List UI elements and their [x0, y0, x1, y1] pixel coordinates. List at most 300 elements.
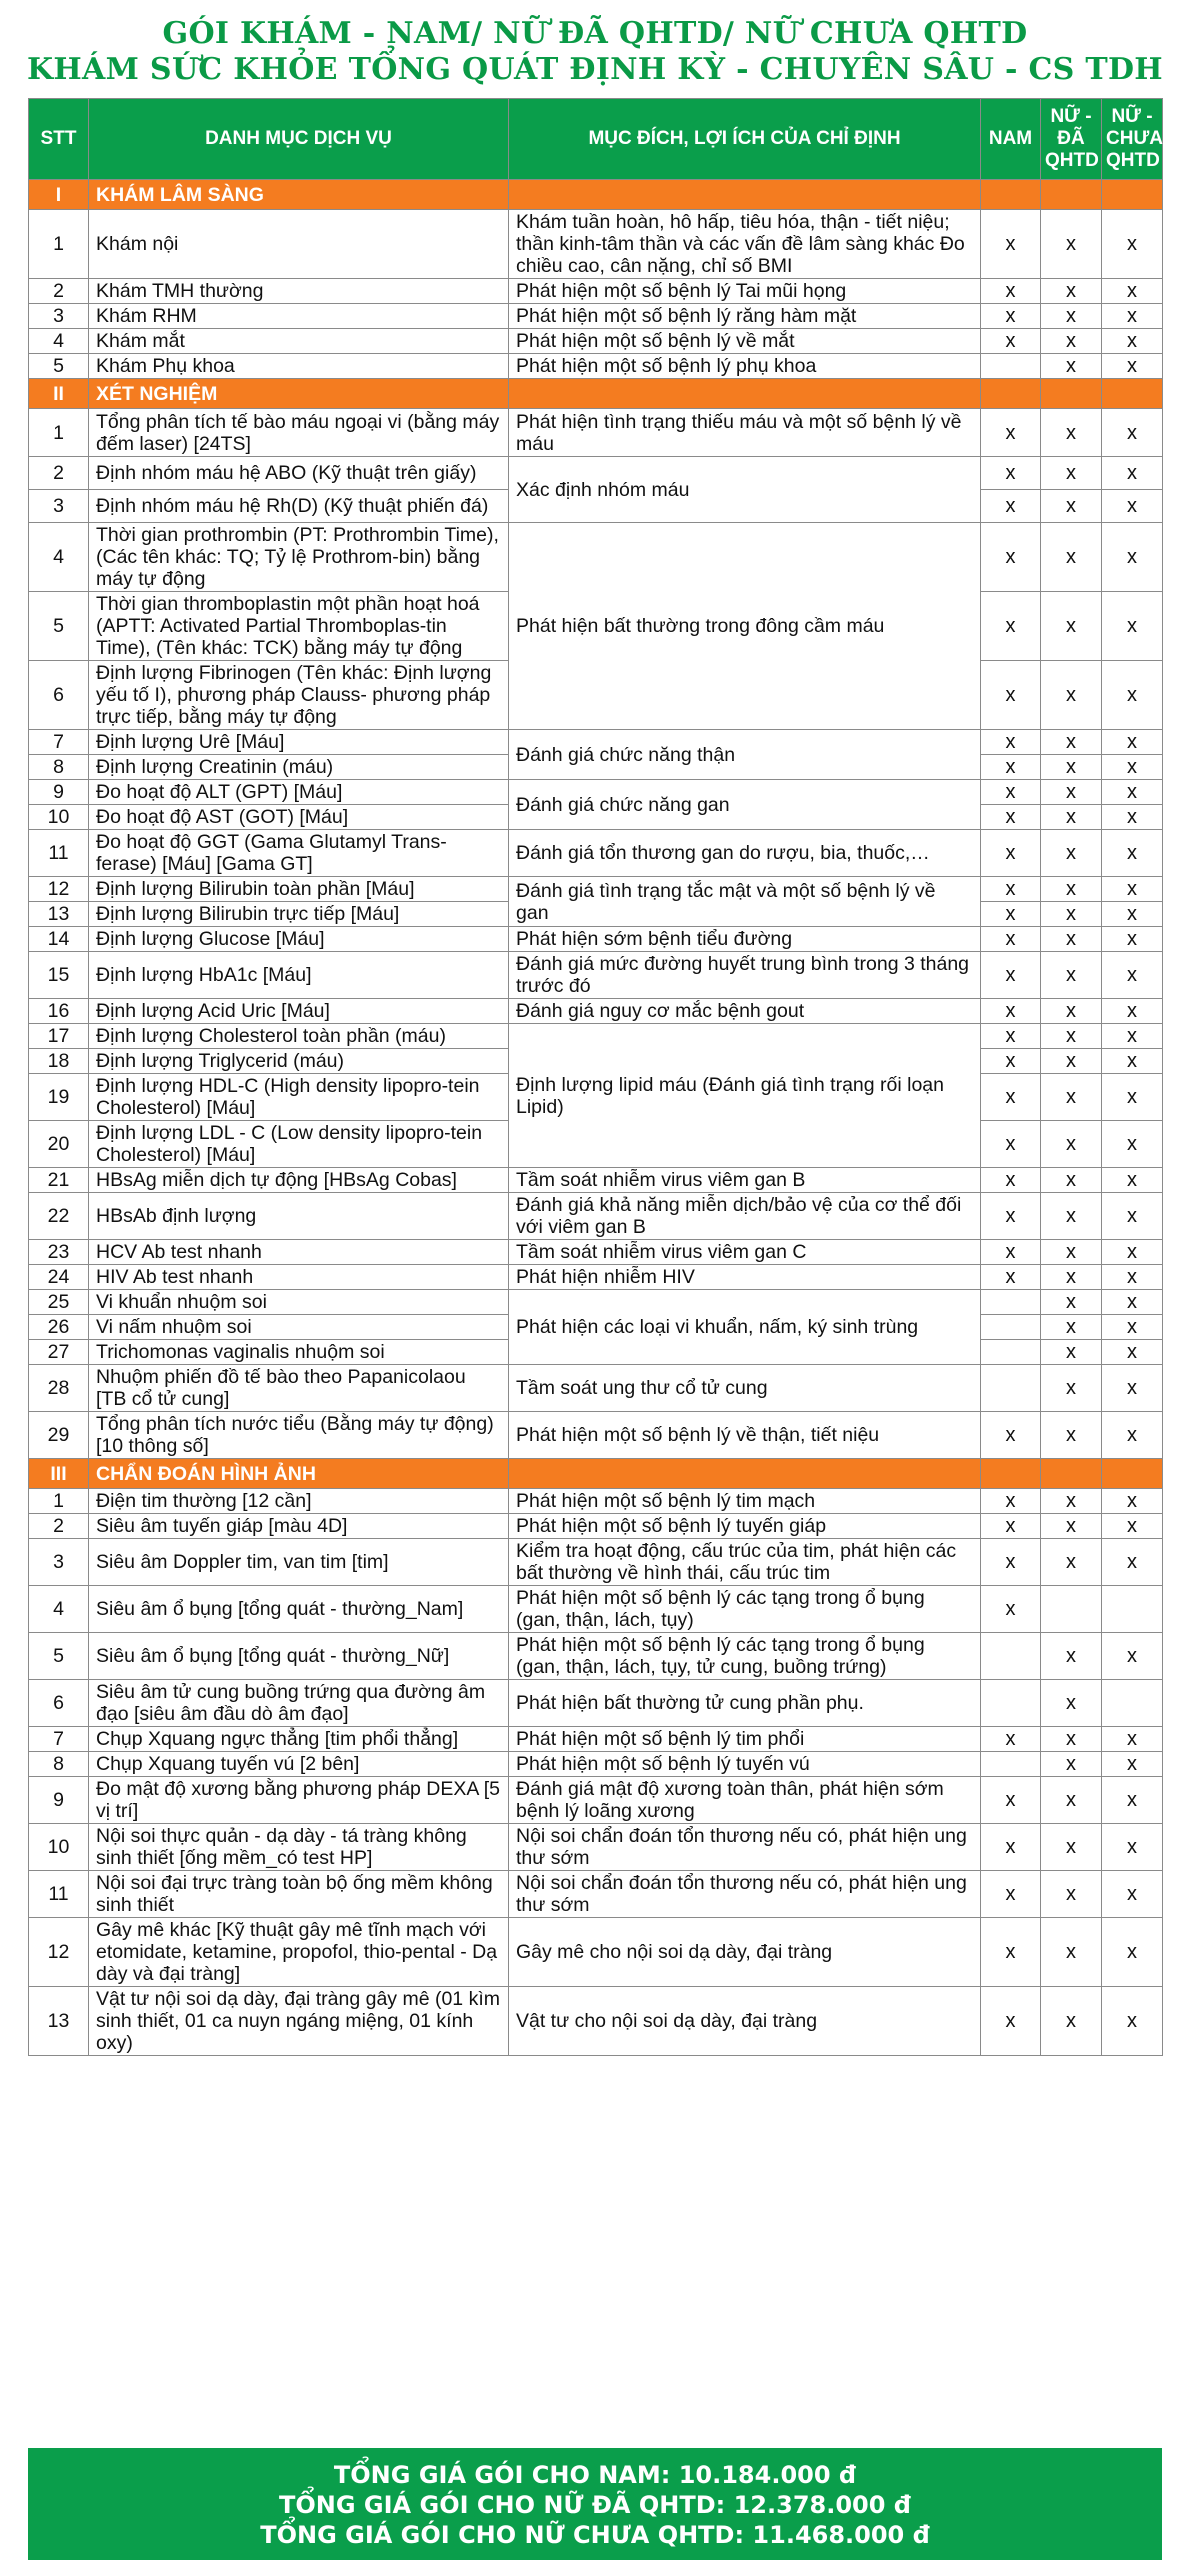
- mark-nam: [981, 354, 1041, 379]
- service-name: Đo hoạt độ AST (GOT) [Máu]: [89, 805, 509, 830]
- mark-nu-da-qhtd: x: [1041, 1315, 1102, 1340]
- mark-nam: x: [981, 1193, 1041, 1240]
- table-row: [29, 1240, 1163, 1265]
- mark-nu-chua-qhtd: x: [1102, 1121, 1163, 1168]
- mark-nu-da-qhtd: x: [1041, 1987, 1102, 2056]
- mark-nu-chua-qhtd: x: [1102, 830, 1163, 877]
- mark-nu-chua-qhtd: [1102, 1680, 1163, 1727]
- row-stt: 10: [29, 805, 89, 830]
- total-nu-da-qhtd: TỔNG GIÁ GÓI CHO NỮ ĐÃ QHTD: 12.378.000 đ: [279, 2491, 911, 2519]
- service-purpose: Phát hiện các loại vi khuẩn, nấm, ký sinh trùng: [509, 1290, 981, 1365]
- table-row: [29, 457, 1163, 490]
- mark-nu-chua-qhtd: x: [1102, 523, 1163, 592]
- row-stt: 15: [29, 952, 89, 999]
- mark-nu-da-qhtd: x: [1041, 1633, 1102, 1680]
- price-footer: [28, 2448, 1162, 2560]
- mark-nu-chua-qhtd: x: [1102, 1539, 1163, 1586]
- mark-nu-chua-qhtd: x: [1102, 1412, 1163, 1459]
- service-purpose: Kiểm tra hoạt động, cấu trúc của tim, phát hiện các bất thường về hình thái, cấu trúc tim: [509, 1539, 981, 1586]
- service-purpose: Tầm soát nhiễm virus viêm gan B: [509, 1168, 981, 1193]
- service-name: Định lượng Cholesterol toàn phần (máu): [89, 1024, 509, 1049]
- table-row: [29, 304, 1163, 329]
- mark-nu-da-qhtd: x: [1041, 1365, 1102, 1412]
- table-row: [29, 1539, 1163, 1586]
- mark-nam: x: [981, 523, 1041, 592]
- section-empty-cell: [1041, 379, 1102, 409]
- row-stt: 4: [29, 523, 89, 592]
- service-name: Siêu âm tuyến giáp [màu 4D]: [89, 1514, 509, 1539]
- table-row: [29, 1987, 1163, 2056]
- mark-nam: x: [981, 329, 1041, 354]
- row-stt: 23: [29, 1240, 89, 1265]
- service-name: Định lượng Acid Uric [Máu]: [89, 999, 509, 1024]
- section-empty-cell: [509, 180, 981, 210]
- table-row: [29, 1918, 1163, 1987]
- mark-nu-da-qhtd: x: [1041, 1918, 1102, 1987]
- service-purpose: Phát hiện một số bệnh lý Tai mũi họng: [509, 279, 981, 304]
- mark-nam: [981, 1633, 1041, 1680]
- service-name: Khám RHM: [89, 304, 509, 329]
- service-name: Vi khuẩn nhuộm soi: [89, 1290, 509, 1315]
- service-name: Siêu âm ổ bụng [tổng quát - thường_Nam]: [89, 1586, 509, 1633]
- mark-nu-chua-qhtd: x: [1102, 805, 1163, 830]
- mark-nu-chua-qhtd: x: [1102, 329, 1163, 354]
- service-name: Khám mắt: [89, 329, 509, 354]
- service-purpose: Gây mê cho nội soi dạ dày, đại tràng: [509, 1918, 981, 1987]
- mark-nu-chua-qhtd: x: [1102, 730, 1163, 755]
- mark-nam: [981, 1315, 1041, 1340]
- mark-nam: [981, 1752, 1041, 1777]
- service-name: Vi nấm nhuộm soi: [89, 1315, 509, 1340]
- mark-nu-da-qhtd: x: [1041, 1074, 1102, 1121]
- section-empty-cell: [1102, 1459, 1163, 1489]
- mark-nu-chua-qhtd: x: [1102, 1489, 1163, 1514]
- mark-nu-chua-qhtd: x: [1102, 877, 1163, 902]
- service-name: Định lượng Urê [Máu]: [89, 730, 509, 755]
- mark-nam: x: [981, 1024, 1041, 1049]
- table-row: [29, 1871, 1163, 1918]
- mark-nam: x: [981, 279, 1041, 304]
- row-stt: 22: [29, 1193, 89, 1240]
- mark-nu-chua-qhtd: x: [1102, 661, 1163, 730]
- service-purpose: Phát hiện một số bệnh lý các tạng trong ổ bụng (gan, thận, lách, tụy, tử cung, buồng trứng): [509, 1633, 981, 1680]
- service-name: Định lượng Glucose [Máu]: [89, 927, 509, 952]
- table-row: [29, 1168, 1163, 1193]
- mark-nam: x: [981, 830, 1041, 877]
- service-name: Siêu âm Doppler tim, van tim [tim]: [89, 1539, 509, 1586]
- service-name: Định lượng HbA1c [Máu]: [89, 952, 509, 999]
- row-stt: 25: [29, 1290, 89, 1315]
- service-purpose: Phát hiện một số bệnh lý tuyến giáp: [509, 1514, 981, 1539]
- service-name: Thời gian thromboplastin một phần hoạt hoá (APTT: Activated Partial Thromboplas-tin Time), (Tên khác: TCK) bằng máy tự động: [89, 592, 509, 661]
- section-empty-cell: [1102, 180, 1163, 210]
- mark-nu-chua-qhtd: x: [1102, 304, 1163, 329]
- table-row: [29, 1680, 1163, 1727]
- mark-nam: x: [981, 490, 1041, 523]
- table-row: [29, 329, 1163, 354]
- table-row: [29, 210, 1163, 279]
- row-stt: 28: [29, 1365, 89, 1412]
- mark-nu-chua-qhtd: x: [1102, 780, 1163, 805]
- mark-nu-chua-qhtd: x: [1102, 354, 1163, 379]
- row-stt: 8: [29, 755, 89, 780]
- mark-nu-chua-qhtd: x: [1102, 409, 1163, 457]
- mark-nu-da-qhtd: x: [1041, 1514, 1102, 1539]
- service-name: Định lượng Bilirubin toàn phần [Máu]: [89, 877, 509, 902]
- mark-nam: x: [981, 304, 1041, 329]
- table-row: [29, 1752, 1163, 1777]
- mark-nu-da-qhtd: x: [1041, 1168, 1102, 1193]
- mark-nam: [981, 1680, 1041, 1727]
- table-row: [29, 1412, 1163, 1459]
- section-empty-cell: [1102, 379, 1163, 409]
- mark-nam: x: [981, 1074, 1041, 1121]
- table-row: [29, 1265, 1163, 1290]
- mark-nu-chua-qhtd: x: [1102, 1290, 1163, 1315]
- col-nu-chua-qhtd: NỮ - CHƯA QHTD: [1102, 99, 1163, 180]
- service-name: HBsAg miễn dịch tự động [HBsAg Cobas]: [89, 1168, 509, 1193]
- table-body: [29, 180, 1163, 2056]
- service-name: Định lượng Bilirubin trực tiếp [Máu]: [89, 902, 509, 927]
- mark-nu-da-qhtd: x: [1041, 830, 1102, 877]
- service-purpose: Phát hiện sớm bệnh tiểu đường: [509, 927, 981, 952]
- mark-nu-chua-qhtd: x: [1102, 457, 1163, 490]
- mark-nam: x: [981, 1049, 1041, 1074]
- service-purpose: Phát hiện một số bệnh lý tim phổi: [509, 1727, 981, 1752]
- mark-nu-da-qhtd: x: [1041, 780, 1102, 805]
- service-purpose: Đánh giá tổn thương gan do rượu, bia, thuốc,…: [509, 830, 981, 877]
- row-stt: 29: [29, 1412, 89, 1459]
- col-nu-da-qhtd: NỮ - ĐÃ QHTD: [1041, 99, 1102, 180]
- mark-nu-chua-qhtd: x: [1102, 1265, 1163, 1290]
- service-name: Vật tư nội soi dạ dày, đại tràng gây mê (01 kìm sinh thiết, 01 ca nuyn ngáng miệng, 01 kính oxy): [89, 1987, 509, 2056]
- table-row: [29, 780, 1163, 805]
- mark-nu-chua-qhtd: x: [1102, 592, 1163, 661]
- table-row: [29, 1586, 1163, 1633]
- mark-nu-da-qhtd: x: [1041, 1240, 1102, 1265]
- row-stt: 27: [29, 1340, 89, 1365]
- mark-nam: x: [981, 457, 1041, 490]
- service-purpose: Tầm soát ung thư cổ tử cung: [509, 1365, 981, 1412]
- mark-nam: x: [981, 592, 1041, 661]
- section-empty-cell: [981, 379, 1041, 409]
- col-nam: NAM: [981, 99, 1041, 180]
- mark-nam: x: [981, 1871, 1041, 1918]
- row-stt: 7: [29, 1727, 89, 1752]
- mark-nu-chua-qhtd: x: [1102, 1024, 1163, 1049]
- row-stt: 17: [29, 1024, 89, 1049]
- mark-nu-chua-qhtd: x: [1102, 999, 1163, 1024]
- section-empty-cell: [509, 1459, 981, 1489]
- mark-nu-chua-qhtd: x: [1102, 210, 1163, 279]
- mark-nam: x: [981, 1121, 1041, 1168]
- section-name: XÉT NGHIỆM: [89, 379, 509, 409]
- mark-nam: x: [981, 1489, 1041, 1514]
- service-name: Trichomonas vaginalis nhuộm soi: [89, 1340, 509, 1365]
- mark-nu-da-qhtd: x: [1041, 661, 1102, 730]
- total-nam: TỔNG GIÁ GÓI CHO NAM: 10.184.000 đ: [333, 2461, 857, 2489]
- header: [0, 0, 1190, 98]
- col-stt: STT: [29, 99, 89, 180]
- section-number: III: [29, 1459, 89, 1489]
- row-stt: 5: [29, 354, 89, 379]
- mark-nam: x: [981, 1240, 1041, 1265]
- row-stt: 7: [29, 730, 89, 755]
- service-purpose: Phát hiện một số bệnh lý về thận, tiết niệu: [509, 1412, 981, 1459]
- mark-nam: x: [981, 927, 1041, 952]
- row-stt: 2: [29, 457, 89, 490]
- mark-nam: [981, 1365, 1041, 1412]
- row-stt: 11: [29, 1871, 89, 1918]
- mark-nu-chua-qhtd: x: [1102, 902, 1163, 927]
- row-stt: 3: [29, 1539, 89, 1586]
- service-name: Khám TMH thường: [89, 279, 509, 304]
- service-name: Tổng phân tích nước tiểu (Bằng máy tự động) [10 thông số]: [89, 1412, 509, 1459]
- service-purpose: Phát hiện tình trạng thiếu máu và một số bệnh lý về máu: [509, 409, 981, 457]
- service-purpose: Tầm soát nhiễm virus viêm gan C: [509, 1240, 981, 1265]
- service-name: Đo mật độ xương bằng phương pháp DEXA [5 vị trí]: [89, 1777, 509, 1824]
- service-name: Siêu âm ổ bụng [tổng quát - thường_Nữ]: [89, 1633, 509, 1680]
- table-row: [29, 1777, 1163, 1824]
- row-stt: 1: [29, 409, 89, 457]
- section-number: I: [29, 180, 89, 210]
- mark-nu-da-qhtd: x: [1041, 354, 1102, 379]
- row-stt: 3: [29, 490, 89, 523]
- service-name: Định lượng LDL - C (Low density lipopro-tein Cholesterol) [Máu]: [89, 1121, 509, 1168]
- service-purpose: Đánh giá khả năng miễn dịch/bảo vệ của cơ thể đối với viêm gan B: [509, 1193, 981, 1240]
- table-header: [29, 99, 1163, 180]
- mark-nu-chua-qhtd: x: [1102, 1315, 1163, 1340]
- row-stt: 12: [29, 877, 89, 902]
- mark-nam: x: [981, 1168, 1041, 1193]
- row-stt: 9: [29, 1777, 89, 1824]
- service-purpose: Nội soi chẩn đoán tổn thương nếu có, phát hiện ung thư sớm: [509, 1824, 981, 1871]
- row-stt: 1: [29, 1489, 89, 1514]
- row-stt: 6: [29, 661, 89, 730]
- row-stt: 12: [29, 1918, 89, 1987]
- mark-nam: x: [981, 661, 1041, 730]
- table-row: [29, 927, 1163, 952]
- row-stt: 5: [29, 1633, 89, 1680]
- table-row: [29, 1633, 1163, 1680]
- service-name: Điện tim thường [12 cần]: [89, 1489, 509, 1514]
- mark-nu-da-qhtd: [1041, 1586, 1102, 1633]
- service-purpose: Nội soi chẩn đoán tổn thương nếu có, phát hiện ung thư sớm: [509, 1871, 981, 1918]
- table-row: [29, 1193, 1163, 1240]
- mark-nu-da-qhtd: x: [1041, 1121, 1102, 1168]
- total-nu-chua-qhtd: TỔNG GIÁ GÓI CHO NỮ CHƯA QHTD: 11.468.000 đ: [260, 2521, 930, 2549]
- mark-nam: x: [981, 805, 1041, 830]
- mark-nu-chua-qhtd: x: [1102, 1752, 1163, 1777]
- mark-nam: x: [981, 409, 1041, 457]
- service-name: Khám Phụ khoa: [89, 354, 509, 379]
- mark-nam: x: [981, 1539, 1041, 1586]
- table-row: [29, 279, 1163, 304]
- mark-nu-chua-qhtd: x: [1102, 1514, 1163, 1539]
- mark-nu-chua-qhtd: x: [1102, 927, 1163, 952]
- row-stt: 2: [29, 279, 89, 304]
- section-name: CHẨN ĐOÁN HÌNH ẢNH: [89, 1459, 509, 1489]
- mark-nam: x: [981, 1514, 1041, 1539]
- service-name: Định nhóm máu hệ Rh(D) (Kỹ thuật phiến đá): [89, 490, 509, 523]
- service-name: Khám nội: [89, 210, 509, 279]
- service-purpose: Đánh giá mức đường huyết trung bình trong 3 tháng trước đó: [509, 952, 981, 999]
- table-row: [29, 1290, 1163, 1315]
- table-row: [29, 952, 1163, 999]
- row-stt: 4: [29, 329, 89, 354]
- row-stt: 5: [29, 592, 89, 661]
- service-purpose: Phát hiện bất thường trong đông cầm máu: [509, 523, 981, 730]
- section-name: KHÁM LÂM SÀNG: [89, 180, 509, 210]
- service-name: Gây mê khác [Kỹ thuật gây mê tĩnh mạch với etomidate, ketamine, propofol, thio-pental - Dạ dày và đại tràng]: [89, 1918, 509, 1987]
- service-purpose: Đánh giá chức năng thận: [509, 730, 981, 780]
- service-purpose: Xác định nhóm máu: [509, 457, 981, 523]
- mark-nu-chua-qhtd: x: [1102, 1824, 1163, 1871]
- mark-nu-da-qhtd: x: [1041, 877, 1102, 902]
- mark-nam: x: [981, 730, 1041, 755]
- service-name: Định nhóm máu hệ ABO (Kỹ thuật trên giấy): [89, 457, 509, 490]
- table-row: [29, 354, 1163, 379]
- mark-nu-chua-qhtd: x: [1102, 1727, 1163, 1752]
- mark-nu-da-qhtd: x: [1041, 457, 1102, 490]
- mark-nu-da-qhtd: x: [1041, 1340, 1102, 1365]
- mark-nu-da-qhtd: x: [1041, 1412, 1102, 1459]
- service-purpose: Vật tư cho nội soi dạ dày, đại tràng: [509, 1987, 981, 2056]
- mark-nam: x: [981, 999, 1041, 1024]
- section-empty-cell: [981, 180, 1041, 210]
- row-stt: 11: [29, 830, 89, 877]
- section-empty-cell: [981, 1459, 1041, 1489]
- mark-nam: x: [981, 902, 1041, 927]
- row-stt: 3: [29, 304, 89, 329]
- service-name: HIV Ab test nhanh: [89, 1265, 509, 1290]
- mark-nam: x: [981, 1265, 1041, 1290]
- row-stt: 20: [29, 1121, 89, 1168]
- service-name: Định lượng Fibrinogen (Tên khác: Định lượng yếu tố I), phương pháp Clauss- phương pháp trực tiếp, bằng máy tự động: [89, 661, 509, 730]
- service-name: Nhuộm phiến đồ tế bào theo Papanicolaou [TB cổ tử cung]: [89, 1365, 509, 1412]
- mark-nu-da-qhtd: x: [1041, 730, 1102, 755]
- service-purpose: Đánh giá mật độ xương toàn thân, phát hiện sớm bệnh lý loãng xương: [509, 1777, 981, 1824]
- mark-nu-da-qhtd: x: [1041, 1871, 1102, 1918]
- mark-nu-chua-qhtd: x: [1102, 952, 1163, 999]
- mark-nam: [981, 1340, 1041, 1365]
- mark-nam: x: [981, 1824, 1041, 1871]
- col-purpose: MỤC ĐÍCH, LỢI ÍCH CỦA CHỈ ĐỊNH: [509, 99, 981, 180]
- mark-nu-da-qhtd: x: [1041, 279, 1102, 304]
- mark-nam: x: [981, 755, 1041, 780]
- row-stt: 13: [29, 902, 89, 927]
- service-name: Chụp Xquang tuyến vú [2 bên]: [89, 1752, 509, 1777]
- table-row: [29, 523, 1163, 592]
- mark-nam: x: [981, 877, 1041, 902]
- section-number: II: [29, 379, 89, 409]
- service-name: Định lượng Creatinin (máu): [89, 755, 509, 780]
- service-name: Chụp Xquang ngực thẳng [tim phổi thẳng]: [89, 1727, 509, 1752]
- row-stt: 1: [29, 210, 89, 279]
- service-purpose: Phát hiện một số bệnh lý răng hàm mặt: [509, 304, 981, 329]
- service-name: Định lượng HDL-C (High density lipopro-tein Cholesterol) [Máu]: [89, 1074, 509, 1121]
- mark-nu-da-qhtd: x: [1041, 1727, 1102, 1752]
- row-stt: 9: [29, 780, 89, 805]
- mark-nu-chua-qhtd: x: [1102, 1074, 1163, 1121]
- row-stt: 18: [29, 1049, 89, 1074]
- service-name: HBsAb định lượng: [89, 1193, 509, 1240]
- mark-nu-da-qhtd: x: [1041, 1193, 1102, 1240]
- table-row: [29, 830, 1163, 877]
- mark-nu-chua-qhtd: x: [1102, 1918, 1163, 1987]
- title-line-1: GÓI KHÁM - NAM/ NỮ ĐÃ QHTD/ NỮ CHƯA QHTD: [162, 16, 1028, 51]
- mark-nu-da-qhtd: x: [1041, 927, 1102, 952]
- mark-nu-da-qhtd: x: [1041, 1489, 1102, 1514]
- service-name: Nội soi thực quản - dạ dày - tá tràng không sinh thiết [ống mềm_có test HP]: [89, 1824, 509, 1871]
- service-name: Thời gian prothrombin (PT: Prothrombin Time), (Các tên khác: TQ; Tỷ lệ Prothrom-bin) bằng máy tự động: [89, 523, 509, 592]
- mark-nu-da-qhtd: x: [1041, 490, 1102, 523]
- service-purpose: Đánh giá tình trạng tắc mật và một số bệnh lý về gan: [509, 877, 981, 927]
- mark-nu-da-qhtd: x: [1041, 329, 1102, 354]
- table-row: [29, 1727, 1163, 1752]
- mark-nu-da-qhtd: x: [1041, 1824, 1102, 1871]
- table-row: [29, 1024, 1163, 1049]
- service-name: Đo hoạt độ GGT (Gama Glutamyl Trans-ferase) [Máu] [Gama GT]: [89, 830, 509, 877]
- section-empty-cell: [1041, 1459, 1102, 1489]
- service-purpose: Phát hiện một số bệnh lý về mắt: [509, 329, 981, 354]
- table-row: [29, 999, 1163, 1024]
- row-stt: 24: [29, 1265, 89, 1290]
- mark-nu-da-qhtd: x: [1041, 1290, 1102, 1315]
- mark-nu-da-qhtd: x: [1041, 1752, 1102, 1777]
- mark-nu-da-qhtd: x: [1041, 304, 1102, 329]
- service-purpose: Định lượng lipid máu (Đánh giá tình trạng rối loạn Lipid): [509, 1024, 981, 1168]
- row-stt: 6: [29, 1680, 89, 1727]
- mark-nu-da-qhtd: x: [1041, 1777, 1102, 1824]
- service-name: Nội soi đại trực tràng toàn bộ ống mềm không sinh thiết: [89, 1871, 509, 1918]
- section-row: [29, 379, 1163, 409]
- table-row: [29, 409, 1163, 457]
- mark-nu-da-qhtd: x: [1041, 999, 1102, 1024]
- mark-nam: x: [981, 1412, 1041, 1459]
- mark-nu-da-qhtd: x: [1041, 592, 1102, 661]
- service-purpose: Phát hiện một số bệnh lý các tạng trong ổ bụng (gan, thận, lách, tụy): [509, 1586, 981, 1633]
- mark-nu-chua-qhtd: x: [1102, 755, 1163, 780]
- mark-nu-chua-qhtd: x: [1102, 279, 1163, 304]
- row-stt: 16: [29, 999, 89, 1024]
- mark-nu-da-qhtd: x: [1041, 1024, 1102, 1049]
- mark-nu-chua-qhtd: x: [1102, 1049, 1163, 1074]
- row-stt: 14: [29, 927, 89, 952]
- row-stt: 19: [29, 1074, 89, 1121]
- col-service: DANH MỤC DỊCH VỤ: [89, 99, 509, 180]
- row-stt: 21: [29, 1168, 89, 1193]
- service-purpose: Phát hiện một số bệnh lý phụ khoa: [509, 354, 981, 379]
- mark-nu-da-qhtd: x: [1041, 1049, 1102, 1074]
- mark-nam: x: [981, 1918, 1041, 1987]
- mark-nam: x: [981, 1987, 1041, 2056]
- mark-nu-da-qhtd: x: [1041, 1539, 1102, 1586]
- title-line-2: KHÁM SỨC KHỎE TỔNG QUÁT ĐỊNH KỲ - CHUYÊN SÂU - CS TDH: [27, 52, 1163, 87]
- table-row: [29, 877, 1163, 902]
- mark-nu-chua-qhtd: [1102, 1586, 1163, 1633]
- mark-nam: x: [981, 1777, 1041, 1824]
- service-purpose: Phát hiện nhiễm HIV: [509, 1265, 981, 1290]
- mark-nam: x: [981, 1727, 1041, 1752]
- mark-nu-chua-qhtd: x: [1102, 1193, 1163, 1240]
- section-empty-cell: [1041, 180, 1102, 210]
- service-name: HCV Ab test nhanh: [89, 1240, 509, 1265]
- table-row: [29, 1514, 1163, 1539]
- row-stt: 10: [29, 1824, 89, 1871]
- mark-nu-da-qhtd: x: [1041, 952, 1102, 999]
- service-table: [28, 98, 1163, 2056]
